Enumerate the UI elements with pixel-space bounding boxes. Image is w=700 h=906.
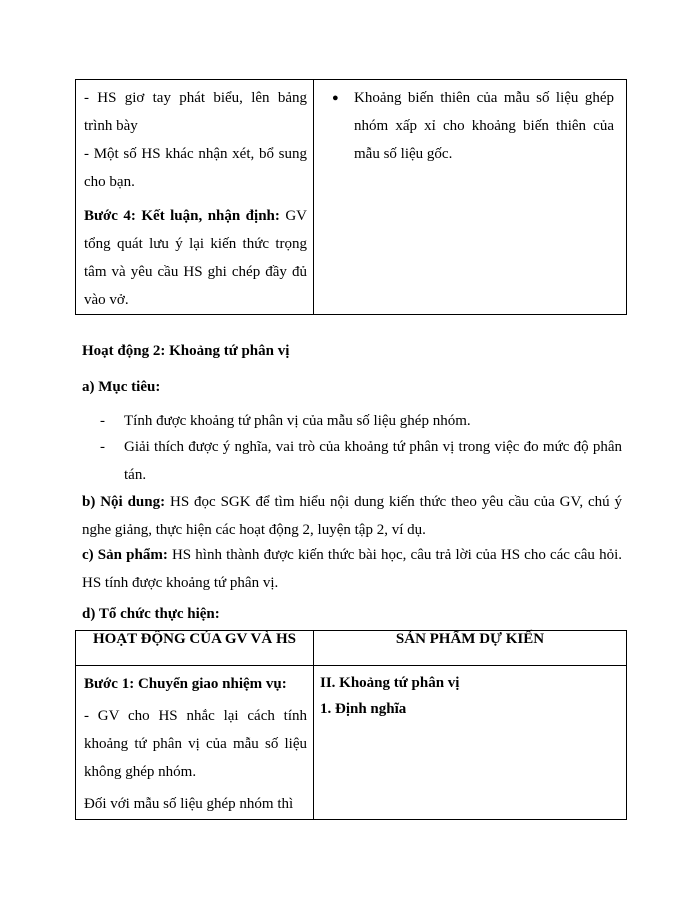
table1-right-cell [314, 80, 627, 315]
content-label: b) Nội dung: [82, 494, 166, 510]
table2-right-cell [314, 666, 627, 820]
section-title-text: II. Khoảng tứ phân vị [320, 675, 460, 691]
table1-line-present: - HS giơ tay phát biểu, lên bảng trình bày [84, 90, 307, 134]
table2-line-grouped: Đối với mẫu số liệu ghép nhóm thì [84, 796, 294, 812]
activity2-table [75, 630, 627, 820]
organize-label: d) Tổ chức thực hiện: [82, 606, 220, 622]
definition-title [320, 696, 614, 722]
objective-item-text: Tính được khoảng tứ phân vị của mẫu số liệu ghép nhóm. [124, 413, 471, 429]
objective-item [100, 433, 622, 489]
product-paragraph [82, 541, 622, 597]
definition-title-text: 1. Định nghĩa [320, 701, 407, 717]
objective-item-text: Giải thích được ý nghĩa, vai trò của khoảng tứ phân vị trong việc đo mức độ phân tán. [124, 439, 622, 483]
activity-title: Hoạt động 2: Khoảng tứ phân vị [82, 343, 290, 359]
header-expected-product: SẢN PHẨM DỰ KIẾN [314, 631, 627, 666]
dash-icon: - [100, 439, 105, 455]
product-text: HS hình thành được kiến thức bài học, câu trả lời của HS cho các câu hỏi. HS tính được khoảng tứ phân vị. [82, 547, 622, 591]
bullet-icon: ● [332, 92, 339, 104]
step4-label: Bước 4: Kết luận, nhận định: [84, 208, 280, 224]
table1-bullet-item [324, 84, 614, 168]
step1-label [84, 670, 307, 698]
activity-table-continued [75, 79, 627, 315]
table1-bullet-text: Khoảng biến thiên của mẫu số liệu ghép nhóm xấp xỉ cho khoảng biến thiên của mẫu số liệu gốc. [354, 90, 614, 162]
table2-left-cell [76, 666, 314, 820]
objective-item [100, 407, 622, 435]
step4-text: GV tổng quát lưu ý lại kiến thức trọng tâm và yêu cầu HS ghi chép đầy đủ vào vở. [84, 208, 307, 308]
product-label: c) Sản phẩm: [82, 547, 168, 563]
content-text: HS đọc SGK để tìm hiểu nội dung kiến thức theo yêu cầu của GV, chú ý nghe giảng, thực hiện các hoạt động 2, luyện tập 2, ví dụ. [82, 494, 622, 538]
dash-icon: - [100, 413, 105, 429]
table1-step4 [84, 202, 307, 314]
table1-line-comment: - Một số HS khác nhận xét, bổ sung cho bạn. [84, 146, 307, 190]
table2-line-recall: - GV cho HS nhắc lại cách tính khoảng tứ phân vị của mẫu số liệu không ghép nhóm. [84, 708, 307, 780]
section-title [320, 670, 614, 696]
objective-label: a) Mục tiêu: [82, 379, 161, 395]
table1-left-cell [76, 80, 314, 315]
header-teacher-student: HOẠT ĐỘNG CỦA GV VÀ HS [76, 631, 314, 666]
content-paragraph [82, 488, 622, 544]
step1-text: Bước 1: Chuyển giao nhiệm vụ: [84, 676, 287, 692]
